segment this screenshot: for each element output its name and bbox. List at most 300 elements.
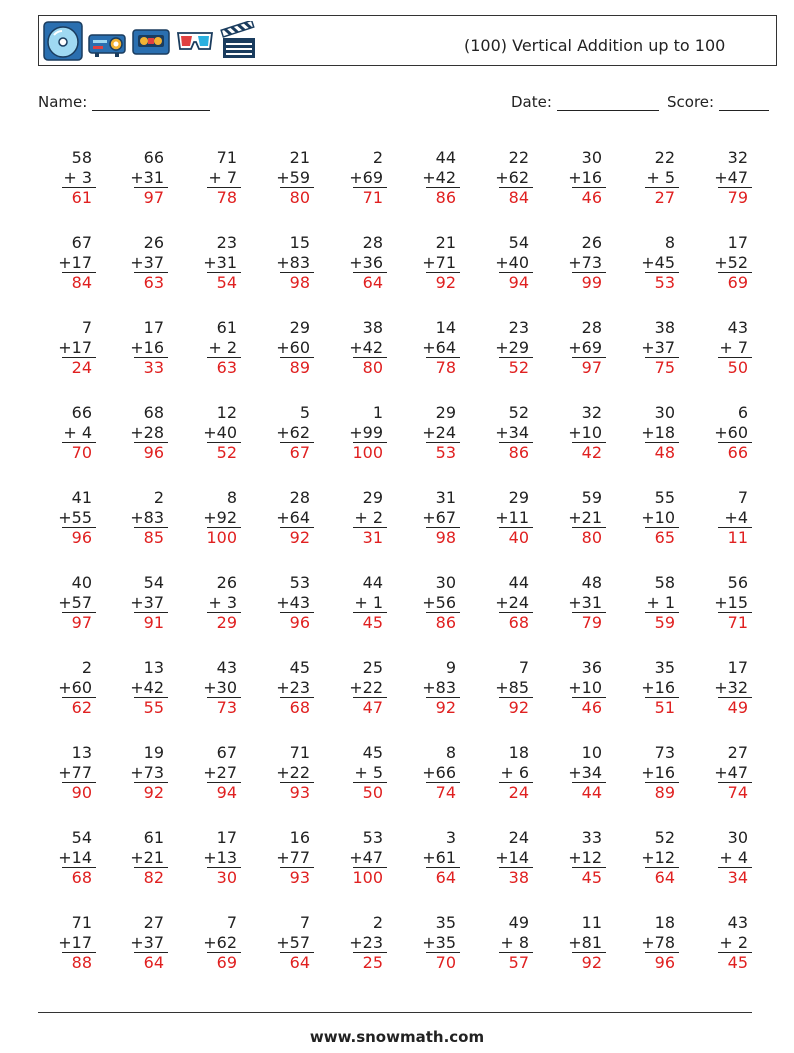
addition-problem bbox=[329, 488, 389, 548]
problem-grid bbox=[38, 148, 769, 998]
answer: 92 bbox=[508, 698, 529, 717]
answer: 24 bbox=[508, 783, 529, 802]
answer: 98 bbox=[435, 528, 456, 547]
answer: 100 bbox=[352, 443, 383, 462]
addend-bottom: +11 bbox=[495, 507, 529, 527]
answer: 93 bbox=[289, 868, 310, 887]
addition-problem bbox=[694, 488, 754, 548]
addend-bottom: +57 bbox=[58, 592, 92, 612]
answer: 29 bbox=[216, 613, 237, 632]
addition-problem bbox=[694, 148, 754, 208]
answer: 97 bbox=[581, 358, 602, 377]
addend-top: 71 bbox=[289, 743, 310, 762]
addend-bottom: +16 bbox=[641, 677, 675, 697]
addend-bottom: + 1 bbox=[354, 592, 383, 612]
addend-top: 16 bbox=[289, 828, 310, 847]
addition-problem bbox=[694, 828, 754, 888]
answer: 64 bbox=[654, 868, 675, 887]
addend-bottom: +17 bbox=[58, 932, 92, 952]
answer: 93 bbox=[289, 783, 310, 802]
addend-bottom: +62 bbox=[203, 932, 237, 952]
addition-problem bbox=[110, 913, 170, 973]
answer: 74 bbox=[727, 783, 748, 802]
addend-top: 18 bbox=[508, 743, 529, 762]
answer: 74 bbox=[435, 783, 456, 802]
answer: 96 bbox=[289, 613, 310, 632]
addend-top: 19 bbox=[143, 743, 164, 762]
answer: 48 bbox=[654, 443, 675, 462]
date-field bbox=[511, 93, 659, 111]
addition-problem bbox=[402, 743, 462, 803]
addend-bottom: +40 bbox=[495, 252, 529, 272]
addend-bottom: +10 bbox=[568, 422, 602, 442]
addend-bottom: +47 bbox=[714, 167, 748, 187]
addend-top: 52 bbox=[654, 828, 675, 847]
addend-top: 67 bbox=[71, 233, 92, 252]
answer: 42 bbox=[581, 443, 602, 462]
addend-top: 3 bbox=[445, 828, 456, 847]
addition-problem bbox=[256, 403, 316, 463]
addend-top: 28 bbox=[581, 318, 602, 337]
addend-bottom: +99 bbox=[349, 422, 383, 442]
addition-problem bbox=[475, 148, 535, 208]
answer: 65 bbox=[654, 528, 675, 547]
answer: 71 bbox=[727, 613, 748, 632]
answer: 92 bbox=[435, 698, 456, 717]
addition-problem bbox=[256, 573, 316, 633]
addend-bottom: +12 bbox=[568, 847, 602, 867]
answer: 96 bbox=[143, 443, 164, 462]
answer: 45 bbox=[727, 953, 748, 972]
name-label: Name: bbox=[38, 93, 88, 111]
answer: 68 bbox=[289, 698, 310, 717]
addition-problem bbox=[329, 233, 389, 293]
addition-problem bbox=[694, 233, 754, 293]
addend-bottom: +31 bbox=[203, 252, 237, 272]
addend-top: 66 bbox=[143, 148, 164, 167]
problem-row bbox=[38, 658, 769, 743]
answer: 27 bbox=[654, 188, 675, 207]
answer: 100 bbox=[352, 868, 383, 887]
answer: 73 bbox=[216, 698, 237, 717]
score-field bbox=[667, 93, 769, 111]
answer: 24 bbox=[71, 358, 92, 377]
addend-bottom: +92 bbox=[203, 507, 237, 527]
answer: 97 bbox=[71, 613, 92, 632]
addend-top: 61 bbox=[143, 828, 164, 847]
answer: 84 bbox=[508, 188, 529, 207]
answer: 47 bbox=[362, 698, 383, 717]
addend-top: 23 bbox=[508, 318, 529, 337]
addend-top: 30 bbox=[581, 148, 602, 167]
answer: 85 bbox=[143, 528, 164, 547]
addend-top: 35 bbox=[654, 658, 675, 677]
addend-top: 58 bbox=[654, 573, 675, 592]
answer: 97 bbox=[143, 188, 164, 207]
addend-bottom: +69 bbox=[568, 337, 602, 357]
addition-problem bbox=[475, 233, 535, 293]
answer: 96 bbox=[654, 953, 675, 972]
addend-bottom: +55 bbox=[58, 507, 92, 527]
addend-bottom: +83 bbox=[130, 507, 164, 527]
addend-top: 7 bbox=[226, 913, 237, 932]
answer: 64 bbox=[289, 953, 310, 972]
addend-bottom: +47 bbox=[714, 762, 748, 782]
addend-bottom: +69 bbox=[349, 167, 383, 187]
answer: 66 bbox=[727, 443, 748, 462]
addition-problem bbox=[183, 148, 243, 208]
addend-bottom: +60 bbox=[714, 422, 748, 442]
answer: 38 bbox=[508, 868, 529, 887]
answer: 69 bbox=[216, 953, 237, 972]
addend-top: 29 bbox=[362, 488, 383, 507]
problem-row bbox=[38, 318, 769, 403]
addend-top: 13 bbox=[71, 743, 92, 762]
answer: 62 bbox=[71, 698, 92, 717]
addend-bottom: +4 bbox=[724, 507, 748, 527]
addend-top: 30 bbox=[435, 573, 456, 592]
addition-problem bbox=[329, 913, 389, 973]
addend-bottom: + 2 bbox=[354, 507, 383, 527]
addend-bottom: +23 bbox=[276, 677, 310, 697]
answer: 92 bbox=[143, 783, 164, 802]
addend-top: 23 bbox=[216, 233, 237, 252]
addend-bottom: + 7 bbox=[208, 167, 237, 187]
addend-top: 66 bbox=[71, 403, 92, 422]
3d-glasses-icon bbox=[175, 21, 215, 61]
addend-top: 55 bbox=[654, 488, 675, 507]
addend-top: 28 bbox=[289, 488, 310, 507]
addition-problem bbox=[694, 743, 754, 803]
problem-row bbox=[38, 233, 769, 318]
addition-problem bbox=[548, 318, 608, 378]
addend-bottom: +29 bbox=[495, 337, 529, 357]
addend-top: 40 bbox=[71, 573, 92, 592]
answer: 91 bbox=[143, 613, 164, 632]
addend-bottom: + 5 bbox=[646, 167, 675, 187]
addition-problem bbox=[329, 658, 389, 718]
addition-problem bbox=[548, 148, 608, 208]
answer: 86 bbox=[435, 188, 456, 207]
addend-top: 26 bbox=[216, 573, 237, 592]
addition-problem bbox=[183, 658, 243, 718]
addition-problem bbox=[694, 318, 754, 378]
addition-problem bbox=[110, 573, 170, 633]
addend-top: 48 bbox=[581, 573, 602, 592]
addend-bottom: + 8 bbox=[500, 932, 529, 952]
addend-top: 38 bbox=[654, 318, 675, 337]
addition-problem bbox=[38, 318, 98, 378]
addend-bottom: +24 bbox=[422, 422, 456, 442]
addition-problem bbox=[621, 233, 681, 293]
addend-top: 59 bbox=[581, 488, 602, 507]
problem-row bbox=[38, 148, 769, 233]
addend-top: 36 bbox=[581, 658, 602, 677]
date-blank[interactable] bbox=[557, 96, 659, 111]
addend-top: 29 bbox=[435, 403, 456, 422]
addend-bottom: +18 bbox=[641, 422, 675, 442]
addend-bottom: + 1 bbox=[646, 592, 675, 612]
addend-bottom: + 2 bbox=[719, 932, 748, 952]
addition-problem bbox=[621, 828, 681, 888]
addend-bottom: +32 bbox=[714, 677, 748, 697]
addend-bottom: +15 bbox=[714, 592, 748, 612]
answer: 40 bbox=[508, 528, 529, 547]
addend-top: 30 bbox=[727, 828, 748, 847]
addend-bottom: + 3 bbox=[208, 592, 237, 612]
addend-top: 17 bbox=[727, 233, 748, 252]
addition-problem bbox=[183, 233, 243, 293]
addition-problem bbox=[475, 488, 535, 548]
addend-top: 44 bbox=[435, 148, 456, 167]
addition-problem bbox=[621, 913, 681, 973]
addition-problem bbox=[402, 828, 462, 888]
addend-bottom: +22 bbox=[349, 677, 383, 697]
answer: 59 bbox=[654, 613, 675, 632]
answer: 90 bbox=[71, 783, 92, 802]
addend-bottom: +60 bbox=[58, 677, 92, 697]
problem-row bbox=[38, 573, 769, 658]
addend-top: 71 bbox=[216, 148, 237, 167]
addition-problem bbox=[183, 403, 243, 463]
addend-bottom: +10 bbox=[568, 677, 602, 697]
addend-top: 17 bbox=[216, 828, 237, 847]
addend-top: 21 bbox=[435, 233, 456, 252]
addend-bottom: +24 bbox=[495, 592, 529, 612]
addition-problem bbox=[38, 743, 98, 803]
addition-problem bbox=[38, 148, 98, 208]
answer: 68 bbox=[71, 868, 92, 887]
answer: 89 bbox=[289, 358, 310, 377]
addend-top: 24 bbox=[508, 828, 529, 847]
addition-problem bbox=[402, 913, 462, 973]
addend-top: 43 bbox=[216, 658, 237, 677]
footer-divider bbox=[38, 1012, 752, 1013]
addition-problem bbox=[256, 743, 316, 803]
answer: 94 bbox=[216, 783, 237, 802]
addition-problem bbox=[329, 148, 389, 208]
addition-problem bbox=[402, 573, 462, 633]
answer: 71 bbox=[362, 188, 383, 207]
problem-row bbox=[38, 913, 769, 998]
addend-top: 52 bbox=[508, 403, 529, 422]
addend-bottom: +45 bbox=[641, 252, 675, 272]
addend-top: 33 bbox=[581, 828, 602, 847]
addend-bottom: +14 bbox=[58, 847, 92, 867]
addend-top: 7 bbox=[81, 318, 92, 337]
worksheet-title: (100) Vertical Addition up to 100 bbox=[464, 36, 726, 55]
addend-top: 29 bbox=[508, 488, 529, 507]
addend-bottom: +37 bbox=[130, 252, 164, 272]
addend-bottom: +16 bbox=[641, 762, 675, 782]
addition-problem bbox=[183, 828, 243, 888]
answer: 69 bbox=[727, 273, 748, 292]
answer: 53 bbox=[435, 443, 456, 462]
header-icons bbox=[43, 21, 259, 61]
addend-top: 12 bbox=[216, 403, 237, 422]
date-label: Date: bbox=[511, 93, 552, 111]
addend-top: 25 bbox=[362, 658, 383, 677]
answer: 88 bbox=[71, 953, 92, 972]
addition-problem bbox=[548, 403, 608, 463]
addition-problem bbox=[38, 403, 98, 463]
addition-problem bbox=[475, 658, 535, 718]
answer: 52 bbox=[508, 358, 529, 377]
addend-bottom: +62 bbox=[495, 167, 529, 187]
addend-top: 45 bbox=[289, 658, 310, 677]
addend-bottom: +81 bbox=[568, 932, 602, 952]
addend-bottom: +57 bbox=[276, 932, 310, 952]
answer: 100 bbox=[206, 528, 237, 547]
addition-problem bbox=[548, 233, 608, 293]
addition-problem bbox=[621, 743, 681, 803]
addition-problem bbox=[38, 573, 98, 633]
addend-top: 21 bbox=[289, 148, 310, 167]
addend-bottom: +42 bbox=[130, 677, 164, 697]
addition-problem bbox=[402, 233, 462, 293]
addition-problem bbox=[621, 403, 681, 463]
answer: 55 bbox=[143, 698, 164, 717]
addend-bottom: + 7 bbox=[719, 337, 748, 357]
addend-bottom: + 2 bbox=[208, 337, 237, 357]
answer: 11 bbox=[727, 528, 748, 547]
addend-bottom: +21 bbox=[568, 507, 602, 527]
addition-problem bbox=[110, 403, 170, 463]
answer: 96 bbox=[71, 528, 92, 547]
addend-bottom: +21 bbox=[130, 847, 164, 867]
score-blank[interactable] bbox=[719, 96, 769, 111]
addition-problem bbox=[621, 148, 681, 208]
addend-bottom: +71 bbox=[422, 252, 456, 272]
answer: 31 bbox=[362, 528, 383, 547]
addend-bottom: +22 bbox=[276, 762, 310, 782]
addition-problem bbox=[548, 743, 608, 803]
answer: 92 bbox=[435, 273, 456, 292]
answer: 63 bbox=[216, 358, 237, 377]
addend-bottom: +42 bbox=[422, 167, 456, 187]
addend-top: 68 bbox=[143, 403, 164, 422]
addend-bottom: +17 bbox=[58, 252, 92, 272]
addend-bottom: +77 bbox=[276, 847, 310, 867]
problem-row bbox=[38, 743, 769, 828]
addend-bottom: +23 bbox=[349, 932, 383, 952]
answer: 80 bbox=[289, 188, 310, 207]
addition-problem bbox=[38, 488, 98, 548]
answer: 86 bbox=[508, 443, 529, 462]
addend-top: 11 bbox=[581, 913, 602, 932]
addition-problem bbox=[402, 403, 462, 463]
addend-top: 43 bbox=[727, 913, 748, 932]
addend-bottom: + 4 bbox=[719, 847, 748, 867]
addend-bottom: +73 bbox=[568, 252, 602, 272]
addend-bottom: + 3 bbox=[63, 167, 92, 187]
addend-bottom: +62 bbox=[276, 422, 310, 442]
addend-top: 2 bbox=[372, 148, 383, 167]
addend-top: 56 bbox=[727, 573, 748, 592]
addend-top: 6 bbox=[737, 403, 748, 422]
addend-top: 29 bbox=[289, 318, 310, 337]
addition-problem bbox=[402, 318, 462, 378]
addend-bottom: +30 bbox=[203, 677, 237, 697]
addend-top: 54 bbox=[143, 573, 164, 592]
addend-bottom: +10 bbox=[641, 507, 675, 527]
answer: 78 bbox=[435, 358, 456, 377]
name-blank[interactable] bbox=[92, 96, 210, 111]
addend-top: 53 bbox=[289, 573, 310, 592]
addend-bottom: +34 bbox=[568, 762, 602, 782]
addition-problem bbox=[329, 318, 389, 378]
answer: 94 bbox=[508, 273, 529, 292]
addition-problem bbox=[475, 573, 535, 633]
answer: 79 bbox=[581, 613, 602, 632]
addition-problem bbox=[548, 828, 608, 888]
addend-top: 32 bbox=[581, 403, 602, 422]
addition-problem bbox=[475, 913, 535, 973]
addend-top: 9 bbox=[445, 658, 456, 677]
addend-top: 49 bbox=[508, 913, 529, 932]
addition-problem bbox=[475, 403, 535, 463]
answer: 33 bbox=[143, 358, 164, 377]
addend-top: 8 bbox=[664, 233, 675, 252]
addend-bottom: +14 bbox=[495, 847, 529, 867]
addend-bottom: +47 bbox=[349, 847, 383, 867]
addend-top: 30 bbox=[654, 403, 675, 422]
addend-top: 26 bbox=[581, 233, 602, 252]
addend-bottom: +52 bbox=[714, 252, 748, 272]
addition-problem bbox=[402, 658, 462, 718]
addend-top: 8 bbox=[445, 743, 456, 762]
answer: 54 bbox=[216, 273, 237, 292]
addition-problem bbox=[548, 913, 608, 973]
answer: 79 bbox=[727, 188, 748, 207]
clapperboard-icon bbox=[219, 21, 259, 61]
addend-bottom: +67 bbox=[422, 507, 456, 527]
addend-top: 31 bbox=[435, 488, 456, 507]
addend-top: 18 bbox=[654, 913, 675, 932]
addition-problem bbox=[38, 658, 98, 718]
addition-problem bbox=[475, 318, 535, 378]
addition-problem bbox=[256, 233, 316, 293]
addend-bottom: +66 bbox=[422, 762, 456, 782]
answer: 64 bbox=[143, 953, 164, 972]
addition-problem bbox=[110, 488, 170, 548]
addend-top: 54 bbox=[508, 233, 529, 252]
answer: 46 bbox=[581, 698, 602, 717]
addend-bottom: +13 bbox=[203, 847, 237, 867]
addition-problem bbox=[38, 233, 98, 293]
answer: 78 bbox=[216, 188, 237, 207]
addend-bottom: +42 bbox=[349, 337, 383, 357]
addend-bottom: +61 bbox=[422, 847, 456, 867]
footer-site: www.snowmath.com bbox=[309, 1028, 485, 1046]
addend-bottom: +16 bbox=[568, 167, 602, 187]
addend-top: 15 bbox=[289, 233, 310, 252]
answer: 84 bbox=[71, 273, 92, 292]
addend-bottom: +28 bbox=[130, 422, 164, 442]
addition-problem bbox=[329, 828, 389, 888]
addend-top: 44 bbox=[508, 573, 529, 592]
answer: 30 bbox=[216, 868, 237, 887]
addend-bottom: +56 bbox=[422, 592, 456, 612]
answer: 68 bbox=[508, 613, 529, 632]
header-box bbox=[38, 15, 777, 66]
addition-problem bbox=[694, 913, 754, 973]
addition-problem bbox=[475, 828, 535, 888]
addition-problem bbox=[110, 658, 170, 718]
addition-problem bbox=[110, 233, 170, 293]
answer: 64 bbox=[435, 868, 456, 887]
addition-problem bbox=[110, 318, 170, 378]
